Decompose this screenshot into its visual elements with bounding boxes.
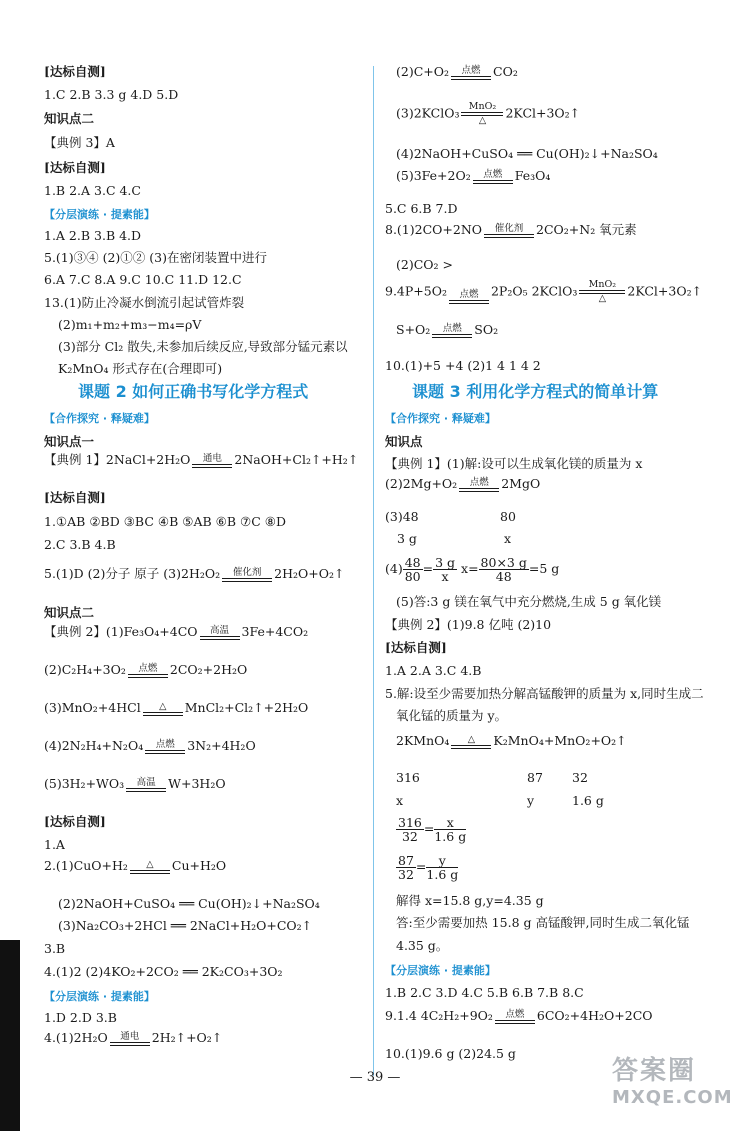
answer-line: 【典例 2】(1)9.8 亿吨 (2)10 (385, 617, 552, 632)
equation-line: S+O₂ 点燃 SO₂ (396, 322, 499, 337)
calc-line: 80 (500, 509, 516, 524)
answer-line: 1.B 2.A 3.C 4.C (44, 183, 141, 198)
calc-line: 316 (396, 770, 420, 785)
lesson-title: 课题 3 利用化学方程式的简单计算 (412, 382, 659, 401)
answer-line: (2)m₁+m₂+m₃−m₄=ρV (58, 317, 202, 332)
answer-line: (3)部分 Cl₂ 散失,未参加后续反应,导致部分锰元素以 (58, 339, 348, 354)
answer-line: 5.解:设至少需要加热分解高锰酸钾的质量为 x,同时生成二 (385, 686, 704, 701)
answer-line: 3.B (44, 941, 66, 956)
section-label: [达标自测] (44, 490, 106, 505)
answer-line: K₂MnO₄ 形式存在(合理即可) (58, 361, 223, 376)
equation-line: (2)C+O₂ 点燃 CO₂ (396, 64, 518, 79)
answer-line: 【典例 3】A (44, 135, 115, 150)
explore-heading: 【合作探究 · 释疑难】 (44, 412, 155, 425)
calc-line: 3 g (397, 531, 417, 546)
answer-line: (5)答:3 g 镁在氧气中充分燃烧,生成 5 g 氧化镁 (396, 594, 662, 609)
section-label: [达标自测] (44, 64, 106, 79)
calc-line: y (527, 793, 535, 808)
equation-line: (2)2NaOH+CuSO₄ ══ Cu(OH)₂↓+Na₂SO₄ (58, 896, 320, 911)
answer-line: 6.A 7.C 8.A 9.C 10.C 11.D 12.C (44, 272, 242, 287)
equation-line: (5)3H₂+WO₃ 高温 W+3H₂O (44, 776, 226, 791)
equation-line: (5)3Fe+2O₂ 点燃 Fe₃O₄ (396, 168, 551, 183)
answer-line: 10.(1)9.6 g (2)24.5 g (385, 1046, 516, 1061)
lesson-title: 课题 2 如何正确书写化学方程式 (78, 382, 309, 401)
answer-line: 1.B 2.C 3.D 4.C 5.B 6.B 7.B 8.C (385, 985, 584, 1000)
answer-line: 1.A 2.B 3.B 4.D (44, 228, 142, 243)
section-label: [达标自测] (44, 160, 106, 175)
fraction-line: $\frac{87}{32}$ = $\frac{y}{1.6 g}$ (398, 853, 459, 882)
page-number: — 39 — (349, 1070, 401, 1085)
answer-line: 解得 x=15.8 g,y=4.35 g (396, 893, 544, 908)
answer-line: 1.①AB ②BD ③BC ④B ⑤AB ⑥B ⑦C ⑧D (44, 514, 286, 529)
column-divider (373, 66, 374, 1076)
equation-line: (4)2NaOH+CuSO₄ ══ Cu(OH)₂↓+Na₂SO₄ (396, 146, 658, 161)
answer-line: 1.A 2.A 3.C 4.B (385, 663, 482, 678)
knowledge-heading: 知识点一 (44, 434, 95, 449)
equation-line: (4)2N₂H₄+N₂O₄ 点燃 3N₂+4H₂O (44, 738, 256, 753)
section-label: [达标自测] (385, 640, 447, 655)
practice-heading: 【分层演练 · 提素能】 (385, 964, 496, 977)
equation-line: 9.1.4 4C₂H₂+9O₂ 点燃 6CO₂+4H₂O+2CO (385, 1008, 653, 1023)
answer-line: 5.C 6.B 7.D (385, 201, 458, 216)
calc-line: x (396, 793, 404, 808)
explore-heading: 【合作探究 · 释疑难】 (385, 412, 496, 425)
equation-line: 4.(1)2H₂O 通电 2H₂↑+O₂↑ (44, 1030, 223, 1045)
answer-line: 氧化锰的质量为 y。 (396, 708, 508, 723)
fraction-line: (4) $\frac{48}{80}$ = $\frac{3 g}{x}$ x= $\frac{80\times 3 g}{48}$ =5 g (385, 555, 560, 584)
answer-line: 1.A (44, 837, 65, 852)
fraction-line: $\frac{316}{32}$ = $\frac{x}{1.6 g}$ (398, 815, 467, 844)
knowledge-heading: 知识点 (385, 434, 423, 449)
practice-heading: 【分层演练 · 提素能】 (44, 208, 155, 221)
equation-line: 5.(1)D (2)分子 原子 (3)2H₂O₂ 催化剂 2H₂O+O₂↑ (44, 566, 345, 581)
equation-line: 9.4P+5O₂ 点燃 2P₂O₅ 2KClO₃ MnO₂ △ 2KCl+3O₂↑ (385, 279, 703, 304)
watermark-logo: 答案圈 MXQE.COM (612, 1056, 733, 1108)
equation-line: 8.(1)2CO+2NO 催化剂 2CO₂+N₂ 氧元素 (385, 222, 637, 237)
calc-line: (3)48 (385, 509, 419, 524)
calc-line: 32 (572, 770, 588, 785)
calc-line: 1.6 g (572, 793, 604, 808)
section-label: [达标自测] (44, 814, 106, 829)
calc-line: x (504, 531, 512, 546)
answer-line: 13.(1)防止冷凝水倒流引起试管炸裂 (44, 295, 245, 310)
answer-line: 4.(1)2 (2)4KO₂+2CO₂ ══ 2K₂CO₃+3O₂ (44, 964, 283, 979)
answer-line: 10.(1)+5 +4 (2)1 4 1 4 2 (385, 358, 541, 373)
answer-line: 2.C 3.B 4.B (44, 537, 116, 552)
answer-line: (2)CO₂ > (396, 257, 453, 272)
answer-line: 答:至少需要加热 15.8 g 高锰酸钾,同时生成二氧化锰 (396, 915, 690, 930)
equation-line: (3)Na₂CO₃+2HCl ══ 2NaCl+H₂O+CO₂↑ (58, 918, 313, 933)
equation-line: 2.(1)CuO+H₂ △ Cu+H₂O (44, 858, 227, 873)
practice-heading: 【分层演练 · 提素能】 (44, 990, 155, 1003)
calc-line: 87 (527, 770, 543, 785)
answer-line: 5.(1)③④ (2)①② (3)在密闭装置中进行 (44, 250, 267, 265)
equation-line: 【典例 2】(1)Fe₃O₄+4CO 高温 3Fe+4CO₂ (44, 624, 309, 639)
answer-line: 【典例 1】(1)解:设可以生成氧化镁的质量为 x (385, 456, 643, 471)
equation-line: (2)C₂H₄+3O₂ 点燃 2CO₂+2H₂O (44, 662, 248, 677)
answer-line: 1.D 2.D 3.B (44, 1010, 117, 1025)
knowledge-heading: 知识点二 (44, 111, 95, 126)
equation-line: (2)2Mg+O₂ 点燃 2MgO (385, 476, 541, 491)
answer-line: 1.C 2.B 3.3 g 4.D 5.D (44, 87, 179, 102)
equation-line: 【典例 1】2NaCl+2H₂O 通电 2NaOH+Cl₂↑+H₂↑ (44, 452, 359, 467)
equation-line: (3)MnO₂+4HCl △ MnCl₂+Cl₂↑+2H₂O (44, 700, 309, 715)
scan-edge-bar (0, 940, 20, 1131)
equation-line: (3)2KClO₃ MnO₂ △ 2KCl+3O₂↑ (396, 101, 581, 126)
equation-line: 2KMnO₄ △ K₂MnO₄+MnO₂+O₂↑ (396, 733, 627, 748)
answer-line: 4.35 g。 (396, 938, 449, 953)
knowledge-heading: 知识点二 (44, 605, 95, 620)
